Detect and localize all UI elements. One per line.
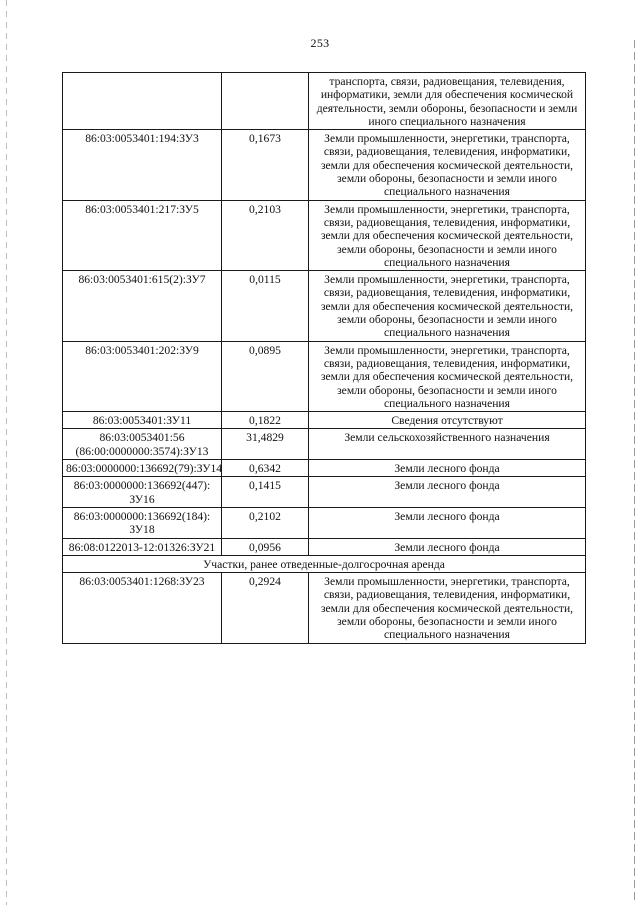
table-body — [63, 73, 586, 644]
cadastral-number-cell: 86:03:0053401:56 (86:00:0000000:3574):ЗУ13 — [63, 429, 222, 460]
scan-edge-left — [6, 0, 7, 905]
area-cell: 0,0115 — [222, 271, 309, 341]
page-number: 253 — [310, 36, 330, 50]
table-row — [63, 507, 586, 538]
cadastral-number-cell: 86:03:0000000:136692(79):ЗУ14 — [63, 460, 222, 477]
area-cell: 0,6342 — [222, 460, 309, 477]
land-category-cell: Земли промышленности, энергетики, транспорта, связи, радиовещания, телевидения, информатики, земли для обеспечения космической деятельности, земли обороны, безопасности и земли иного специального назначения — [309, 573, 586, 643]
table-row — [63, 73, 586, 130]
table-row — [63, 460, 586, 477]
section-header: Участки, ранее отведенные-долгосрочная аренда — [63, 555, 586, 572]
table-row — [63, 271, 586, 341]
land-category-cell: Земли лесного фонда — [309, 538, 586, 555]
land-category-cell: Земли промышленности, энергетики, транспорта, связи, радиовещания, телевидения, информатики, земли для обеспечения космической деятельности, земли обороны, безопасности и земли иного специального назначения — [309, 200, 586, 270]
table-row — [63, 341, 586, 411]
table-row — [63, 477, 586, 508]
area-cell: 0,2102 — [222, 507, 309, 538]
area-cell: 0,0956 — [222, 538, 309, 555]
land-category-cell: Земли лесного фонда — [309, 507, 586, 538]
cadastral-number-cell — [63, 73, 222, 130]
cadastral-number-cell: 86:08:0122013-12:01326:ЗУ21 — [63, 538, 222, 555]
area-cell: 0,1822 — [222, 412, 309, 429]
cadastral-number-cell: 86:03:0053401:194:ЗУ3 — [63, 130, 222, 200]
land-category-cell: Земли сельскохозяйственного назначения — [309, 429, 586, 460]
area-cell: 0,0895 — [222, 341, 309, 411]
land-category-cell: транспорта, связи, радиовещания, телевидения, информатики, земли для обеспечения космической деятельности, земли обороны, безопасности и земли иного специального назначения — [309, 73, 586, 130]
table-row — [63, 200, 586, 270]
area-cell: 0,2103 — [222, 200, 309, 270]
table-row — [63, 538, 586, 555]
land-category-cell: Земли промышленности, энергетики, транспорта, связи, радиовещания, телевидения, информатики, земли для обеспечения космической деятельности, земли обороны, безопасности и земли иного специального назначения — [309, 341, 586, 411]
area-cell: 31,4829 — [222, 429, 309, 460]
cadastral-number-cell: 86:03:0053401:ЗУ11 — [63, 412, 222, 429]
table-row — [63, 573, 586, 643]
cadastral-number-cell: 86:03:0000000:136692(184): ЗУ18 — [63, 507, 222, 538]
section-header-row — [63, 555, 586, 572]
area-cell — [222, 73, 309, 130]
area-cell: 0,1415 — [222, 477, 309, 508]
land-plots-table — [62, 72, 586, 644]
land-category-cell: Земли промышленности, энергетики, транспорта, связи, радиовещания, телевидения, информатики, земли для обеспечения космической деятельности, земли обороны, безопасности и земли иного специального назначения — [309, 130, 586, 200]
cadastral-number-cell: 86:03:0053401:202:ЗУ9 — [63, 341, 222, 411]
cadastral-number-cell: 86:03:0000000:136692(447): ЗУ16 — [63, 477, 222, 508]
land-category-cell: Земли лесного фонда — [309, 460, 586, 477]
table-row — [63, 429, 586, 460]
land-category-cell: Земли промышленности, энергетики, транспорта, связи, радиовещания, телевидения, информатики, земли для обеспечения космической деятельности, земли обороны, безопасности и земли иного специального назначения — [309, 271, 586, 341]
table-row — [63, 412, 586, 429]
table-row — [63, 130, 586, 200]
cadastral-number-cell: 86:03:0053401:1268:ЗУ23 — [63, 573, 222, 643]
land-category-cell: Сведения отсутствуют — [309, 412, 586, 429]
scan-edge-right — [634, 40, 635, 900]
area-cell: 0,1673 — [222, 130, 309, 200]
cadastral-number-cell: 86:03:0053401:615(2):ЗУ7 — [63, 271, 222, 341]
land-category-cell: Земли лесного фонда — [309, 477, 586, 508]
area-cell: 0,2924 — [222, 573, 309, 643]
cadastral-number-cell: 86:03:0053401:217:ЗУ5 — [63, 200, 222, 270]
